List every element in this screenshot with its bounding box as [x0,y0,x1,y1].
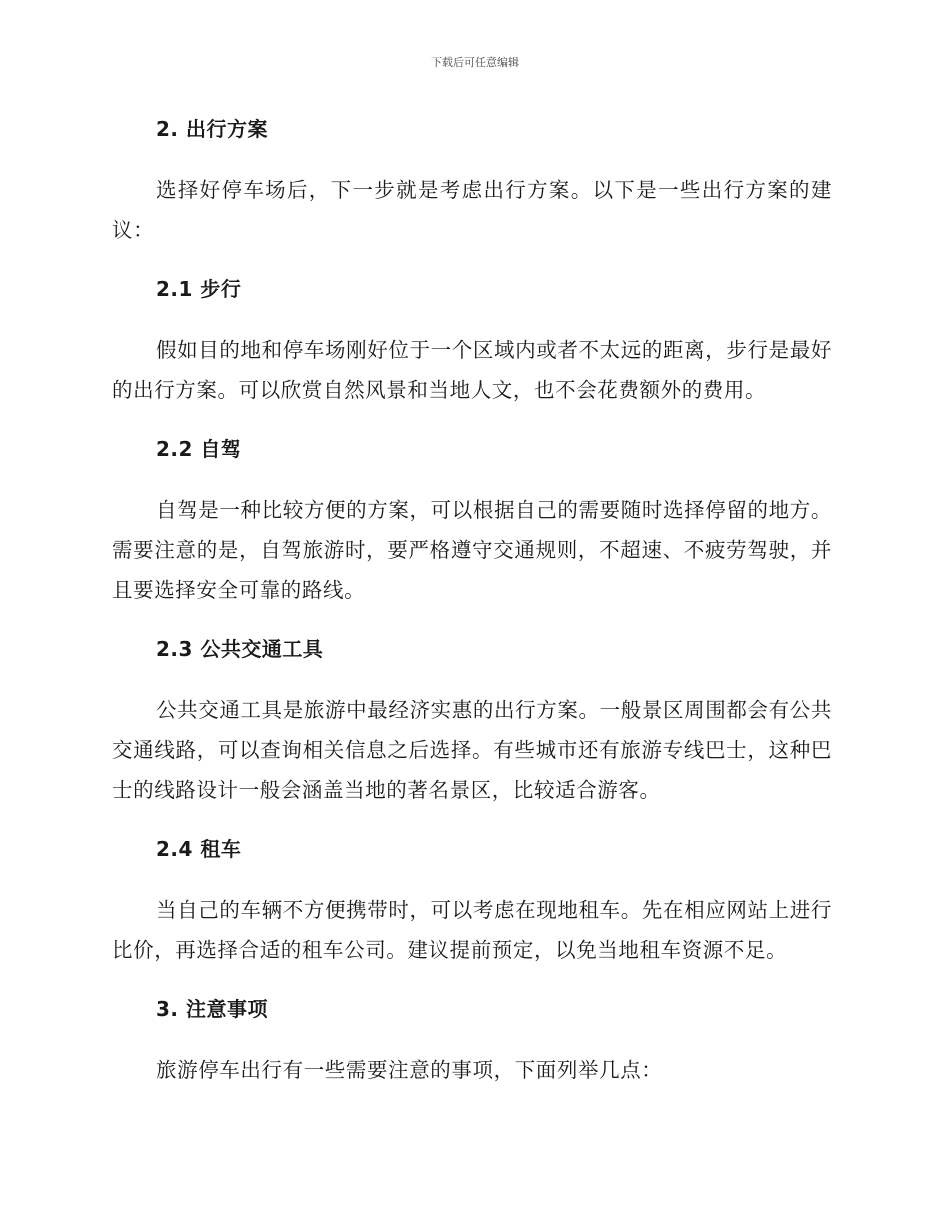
section-paragraph: 假如目的地和停车场刚好位于一个区域内或者不太远的距离，步行是最好的出行方案。可以欣赏自然风景和当地人文，也不会花费额外的费用。 [112,338,832,402]
section-heading: 2. 出行方案 [156,117,268,141]
section-heading: 2.2 自驾 [156,437,242,461]
section-paragraph: 选择好停车场后，下一步就是考虑出行方案。以下是一些出行方案的建议： [112,178,832,242]
section-paragraph: 旅游停车出行有一些需要注意的事项，下面列举几点： [156,1058,663,1082]
section-heading: 2.1 步行 [156,277,242,301]
section-paragraph: 自驾是一种比较方便的方案，可以根据自己的需要随时选择停留的地方。需要注意的是，自驾旅游时，要严格遵守交通规则，不超速、不疲劳驾驶，并且要选择安全可靠的路线。 [112,498,832,602]
section-heading: 2.3 公共交通工具 [156,637,324,661]
header-note: 下载后可任意编辑 [431,56,519,69]
section-paragraph: 公共交通工具是旅游中最经济实惠的出行方案。一般景区周围都会有公共交通线路，可以查询相关信息之后选择。有些城市还有旅游专线巴士，这种巴士的线路设计一般会涵盖当地的著名景区，比较适合游客。 [112,698,832,802]
section-heading: 3. 注意事项 [156,997,268,1021]
section-paragraph: 当自己的车辆不方便携带时，可以考虑在现地租车。先在相应网站上进行比价，再选择合适的租车公司。建议提前预定，以免当地租车资源不足。 [112,898,832,962]
section-heading: 2.4 租车 [156,837,242,861]
document-body [112,110,832,1110]
